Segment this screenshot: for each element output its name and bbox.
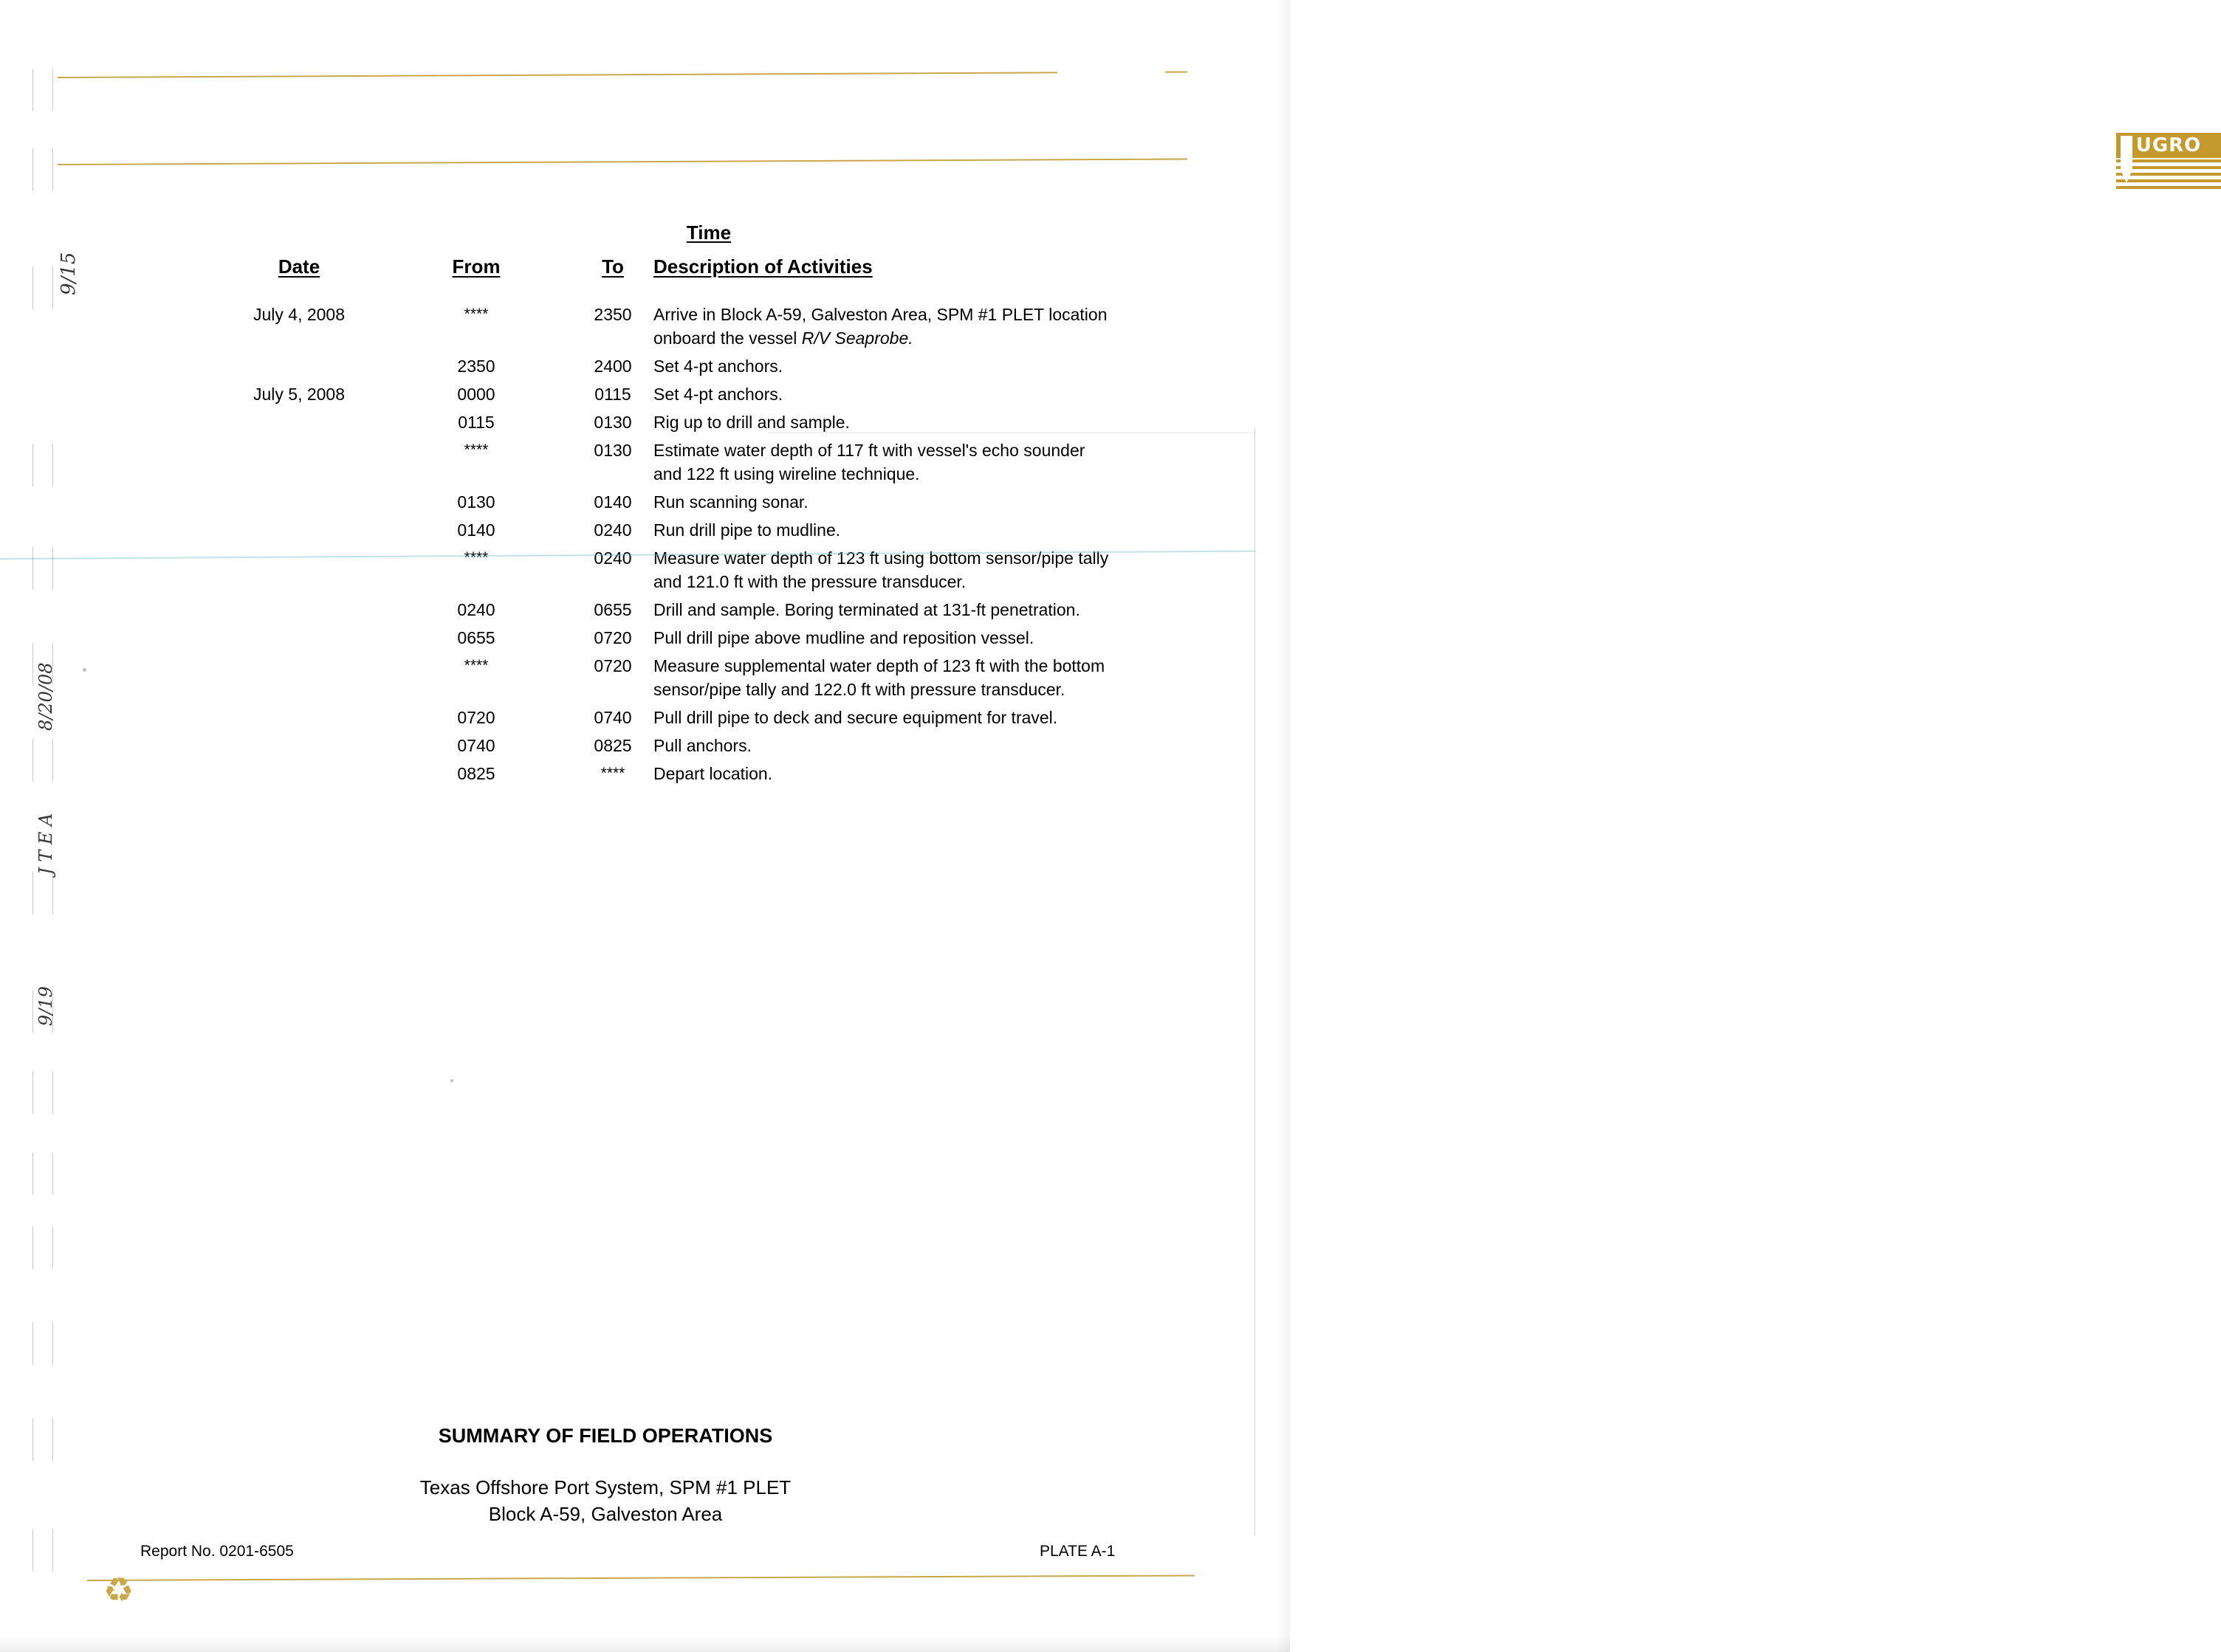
description-text: Set 4-pt anchors.: [653, 385, 783, 404]
binder-punch: [32, 443, 53, 487]
table-row: [185, 518, 1115, 542]
binder-punch: [32, 1417, 53, 1462]
binder-punch: [32, 68, 53, 112]
document-title: SUMMARY OF FIELD OPERATIONS: [438, 1425, 773, 1447]
cell-time-from: 0740: [457, 736, 495, 755]
scan-edge-right: [1277, 0, 1290, 1652]
cell-description: [653, 598, 1115, 622]
time-group-header: Time: [686, 221, 732, 244]
cell-time-to: 0240: [594, 548, 632, 568]
table-header-row: [185, 255, 1115, 281]
cell-description: [653, 382, 1115, 406]
footer-rule: [87, 1574, 1195, 1581]
margin-note-date-3: 9/19: [35, 986, 56, 1026]
binder-punch: [32, 1152, 53, 1196]
cell-description: [653, 762, 1115, 785]
binder-punch: [32, 1225, 53, 1270]
cell-time-to: 0655: [594, 600, 632, 619]
cell-description: [653, 490, 1115, 514]
description-text: Run drill pipe to mudline.: [653, 520, 841, 540]
cell-time-from: ****: [464, 441, 489, 458]
cell-time-from: 2350: [457, 357, 495, 376]
table-row: [185, 762, 1115, 785]
report-number: Report No. 0201-6505: [140, 1543, 294, 1560]
column-header-to: To: [602, 255, 624, 278]
margin-note-date-1: 9/15: [58, 252, 80, 295]
plate-number: PLATE A-1: [1040, 1543, 1116, 1560]
scan-edge-bottom: [0, 1636, 1290, 1652]
cell-time-from: 0655: [457, 628, 495, 647]
table-row: [185, 706, 1115, 729]
cell-date: July 5, 2008: [253, 385, 346, 404]
table-row: [185, 734, 1115, 757]
recycle-icon: ♻: [103, 1570, 134, 1610]
cell-time-to: 0115: [594, 385, 631, 404]
fugro-logo: [1057, 65, 2202, 156]
cell-time-from: 0720: [457, 708, 495, 727]
cell-description: [653, 410, 1115, 434]
cell-description: [653, 438, 1115, 486]
column-header-description: Description of Activities: [653, 255, 873, 278]
cell-description: [653, 734, 1115, 757]
table-row: [185, 654, 1115, 701]
binder-punch: [32, 266, 53, 310]
binder-punch: [32, 871, 53, 915]
document-subtitle-line2: Block A-59, Galveston Area: [488, 1503, 723, 1525]
table-row: [185, 354, 1115, 378]
cell-time-to: 2400: [594, 357, 632, 376]
cell-time-to: 0825: [594, 736, 632, 755]
table-row: [185, 438, 1115, 486]
cell-time-to: 0740: [594, 708, 632, 727]
binder-punch: [32, 1528, 53, 1572]
description-text: Measure supplemental water depth of 123 ft with the bottom sensor/pipe tally and 122.0 ft with pressure transducer.: [653, 656, 1105, 699]
description-text: Pull anchors.: [653, 736, 752, 755]
description-text: Drill and sample. Boring terminated at 131-ft penetration.: [653, 600, 1080, 619]
table-row: [185, 490, 1115, 514]
cell-time-from: ****: [464, 549, 489, 566]
description-text: Pull drill pipe above mudline and reposition vessel.: [653, 628, 1034, 647]
cell-description: [653, 518, 1115, 542]
description-text: Arrive in Block A-59, Galveston Area, SPM #1 PLET location onboard the vessel: [653, 305, 1108, 348]
column-header-date: Date: [278, 255, 320, 278]
description-text: Pull drill pipe to deck and secure equipment for travel.: [653, 708, 1058, 727]
cell-time-from: 0000: [457, 385, 495, 404]
cell-time-to: 0720: [594, 656, 632, 675]
cell-description: [653, 354, 1115, 378]
description-text: Rig up to drill and sample.: [653, 413, 850, 432]
fugro-wordmark-text: UGRO: [2116, 133, 2221, 158]
table-row: [185, 303, 1115, 350]
cell-time-from: 0140: [457, 520, 495, 540]
page-fold-line: [1254, 428, 1255, 1535]
binder-punch: [32, 546, 53, 591]
cell-time-from: ****: [464, 306, 489, 323]
cell-time-to: 0240: [594, 520, 632, 540]
cell-time-from: 0240: [457, 600, 495, 619]
cell-time-from: 0115: [458, 413, 495, 432]
cell-time-to: 2350: [594, 305, 632, 324]
binder-punch: [32, 148, 53, 192]
cell-time-from: ****: [464, 657, 489, 674]
column-header-from: From: [452, 255, 501, 278]
header-rule-top: [58, 72, 1187, 78]
cell-description: [653, 706, 1115, 729]
cell-time-to: 0720: [594, 628, 632, 647]
table-row: [185, 598, 1115, 622]
cell-time-to: ****: [600, 765, 625, 782]
cell-time-to: 0130: [594, 441, 632, 460]
description-text: Depart location.: [653, 764, 773, 783]
binder-punch: [32, 1321, 53, 1366]
binder-punch: [32, 1070, 53, 1115]
header-rule-bottom: [58, 159, 1187, 165]
description-text: Run scanning sonar.: [653, 492, 809, 512]
cell-time-to: 0140: [594, 492, 632, 512]
scan-speck: [450, 1079, 453, 1082]
document-subtitle-line1: Texas Offshore Port System, SPM #1 PLET: [419, 1476, 792, 1498]
binder-punch: [32, 738, 53, 782]
cell-time-from: 0825: [457, 764, 495, 783]
table-row: [185, 626, 1115, 650]
table-row: [185, 382, 1115, 406]
description-text: Set 4-pt anchors.: [653, 357, 783, 376]
cell-description: [653, 654, 1115, 701]
cell-description: [653, 303, 1115, 350]
margin-note-date-2: 8/20/08: [35, 662, 56, 731]
description-text: Estimate water depth of 117 ft with vessel's echo sounder and 122 ft using wireline technique.: [653, 441, 1085, 483]
cell-time-to: 0130: [594, 413, 632, 432]
table-body: [185, 303, 1115, 790]
cell-time-from: 0130: [457, 492, 495, 512]
scan-speck: [83, 668, 86, 672]
margin-note-initials: J T E A: [35, 813, 56, 875]
cell-description: [653, 626, 1115, 650]
cell-date: July 4, 2008: [253, 305, 346, 324]
description-text: Measure water depth of 123 ft using bottom sensor/pipe tally and 121.0 ft with the pressure transducer.: [653, 548, 1109, 591]
table-row: [185, 410, 1115, 434]
description-vessel-name: R/V Seaprobe.: [801, 328, 913, 348]
